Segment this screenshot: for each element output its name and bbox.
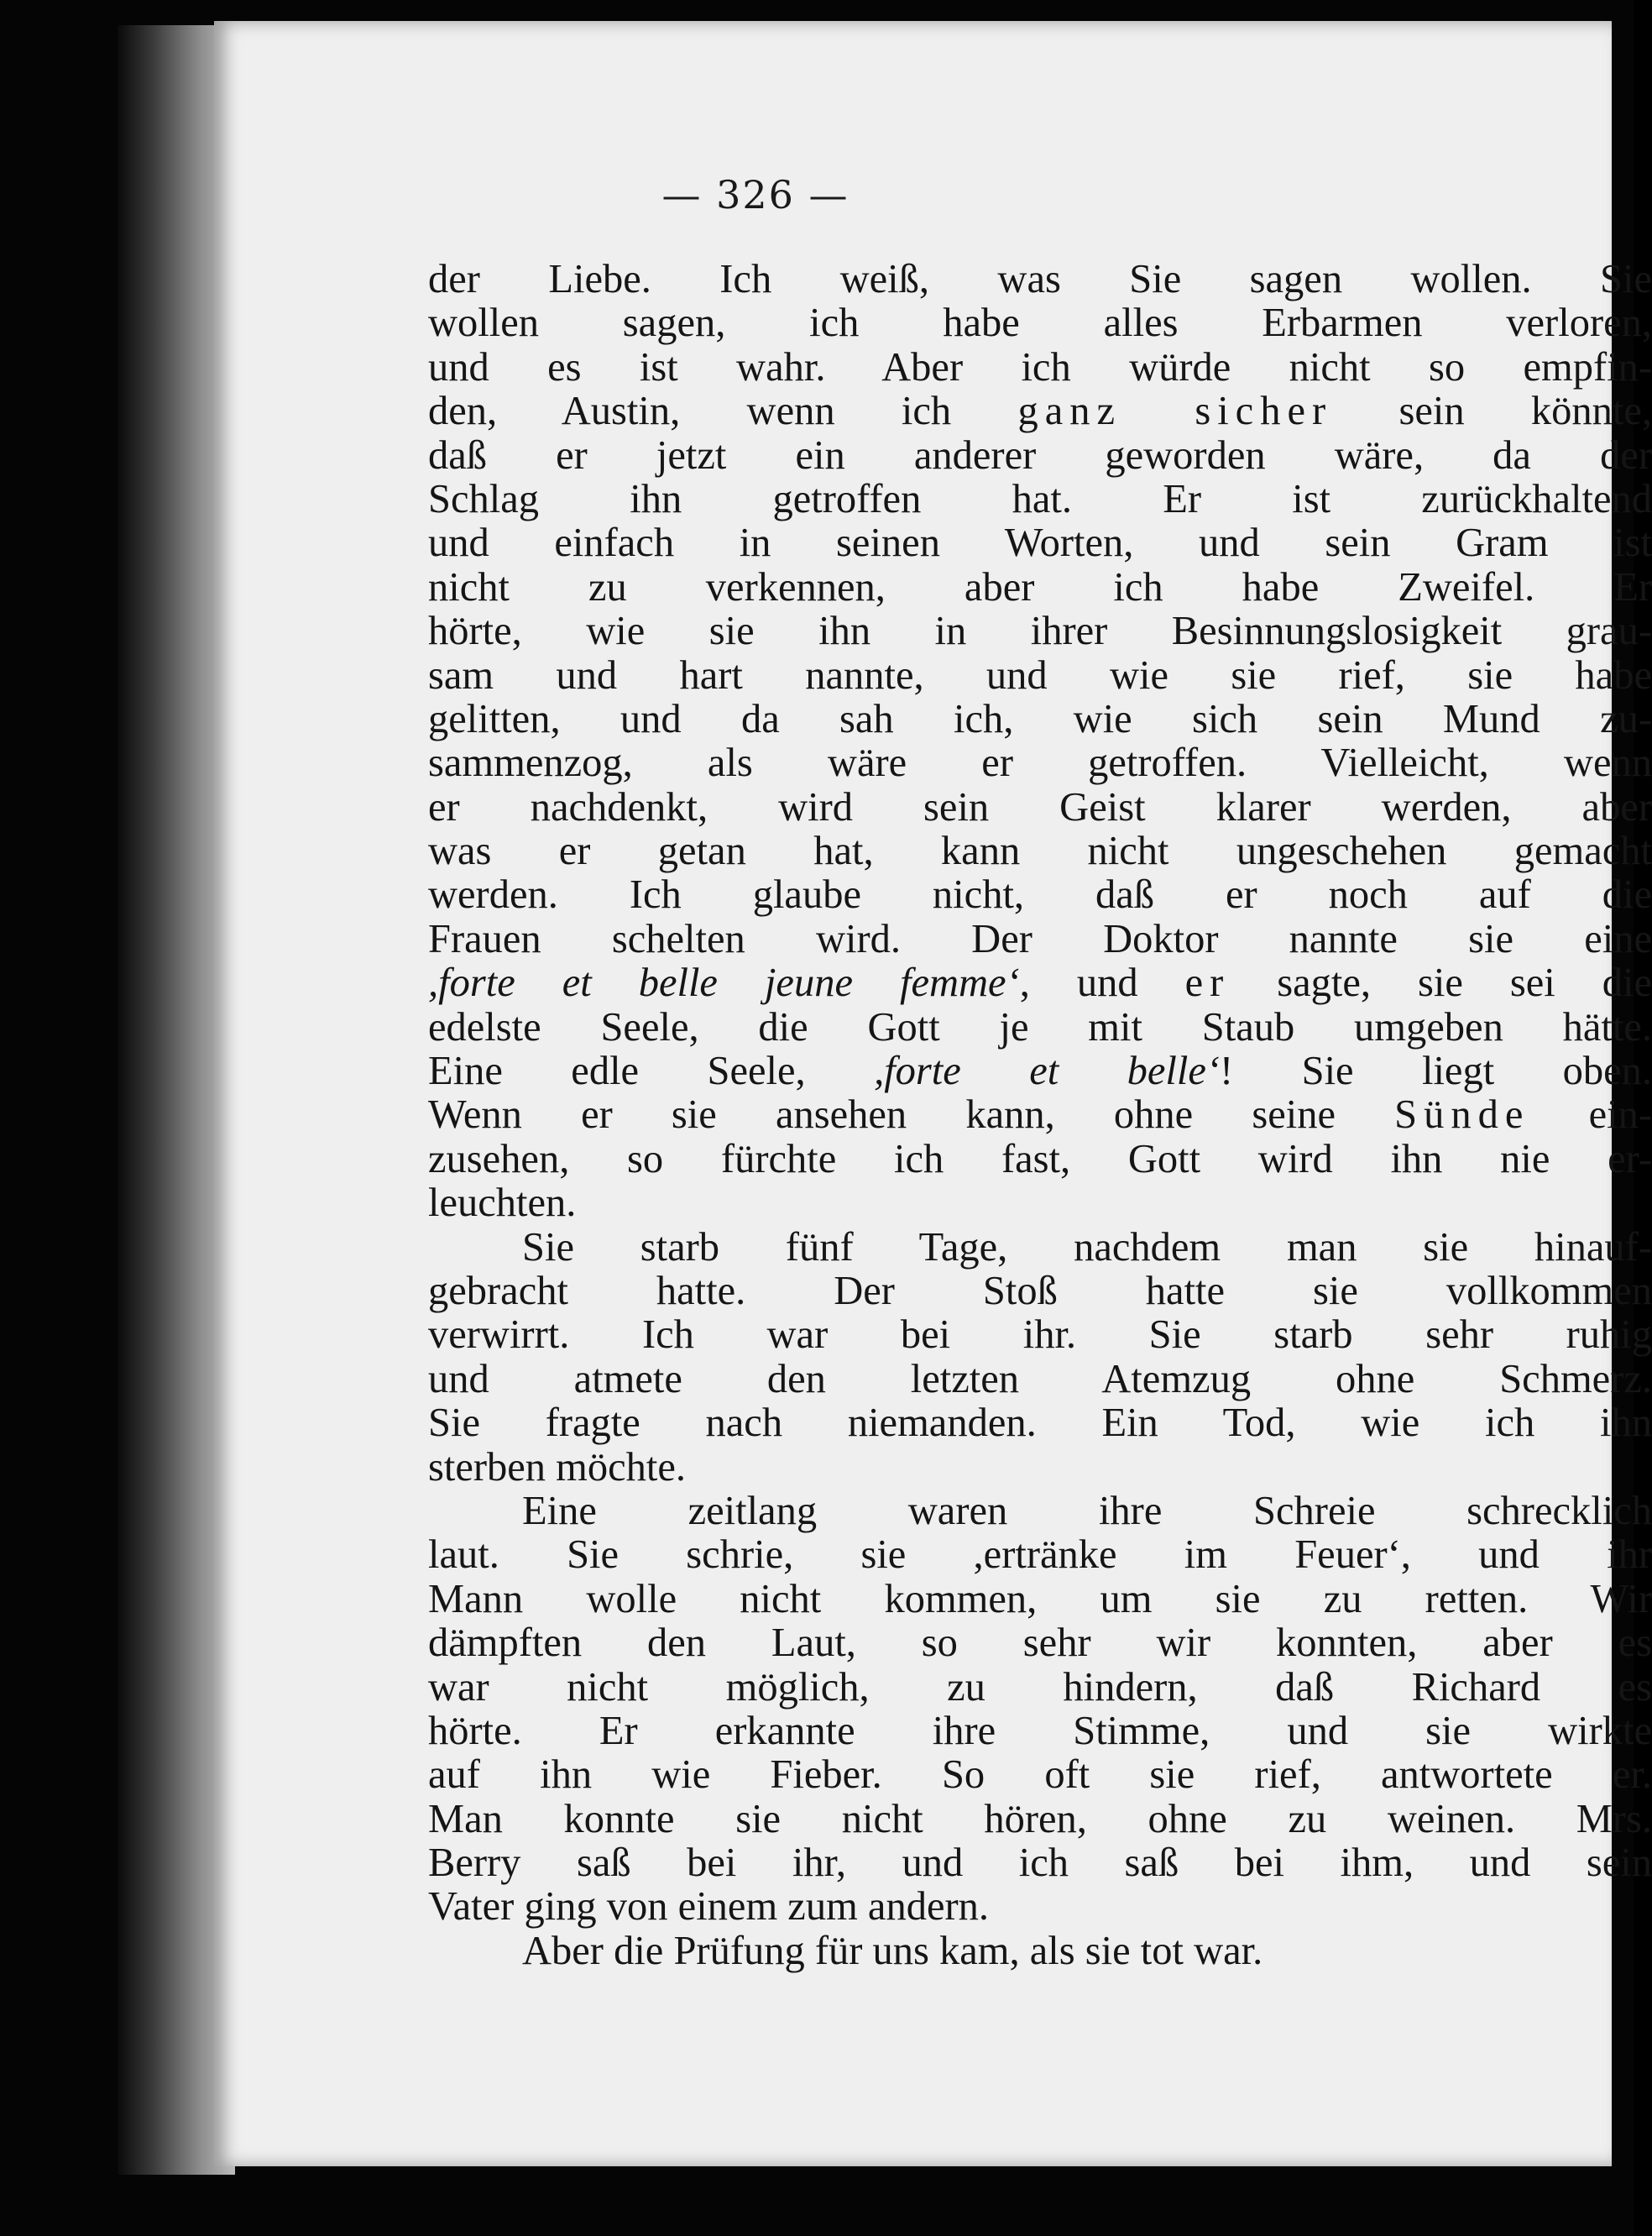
page-sheet xyxy=(214,21,1652,2166)
text-line: Frauen schelten wird. Der Doktor nannte sie eine xyxy=(428,916,1652,961)
italic-phrase: ,forte et belle‘ xyxy=(874,1049,1221,1094)
text-line: zusehen, so fürchte ich fast, Gott wird ihn nie er- xyxy=(428,1136,1652,1181)
text-line: hörte, wie sie ihn in ihrer Besinnungslosigkeit grau- xyxy=(428,609,1652,654)
spaced-emphasis: Sünde xyxy=(1394,1092,1530,1138)
text-line: Schlag ihn getroffen hat. Er ist zurückhaltend xyxy=(428,476,1652,521)
text-line: Man konnte sie nicht hören, ohne zu weinen. Mrs. xyxy=(428,1796,1652,1841)
italic-phrase: ,forte et belle jeune femme‘ xyxy=(428,961,1020,1006)
text-line: der Liebe. Ich weiß, was Sie sagen wollen. Sie xyxy=(428,257,1652,301)
text-line: Wenn er sie ansehen kann, ohne seine Sünde ein- xyxy=(428,1092,1652,1138)
text-line: Eine edle Seele, ,forte et belle‘! Sie liegt oben. xyxy=(428,1049,1652,1094)
text-line: sam und hart nannte, und wie sie rief, sie habe xyxy=(428,652,1652,698)
text-line: Vater ging von einem zum andern. xyxy=(428,1884,990,1930)
page-number: — 326 — xyxy=(661,172,850,217)
text-line: daß er jetzt ein anderer geworden wäre, da der xyxy=(428,432,1652,478)
text-line: nicht zu verkennen, aber ich habe Zweifel. Er xyxy=(428,564,1652,610)
text-line: gebracht hatte. Der Stoß hatte sie vollkommen xyxy=(428,1268,1652,1313)
spaced-emphasis: ganz sicher xyxy=(1017,389,1333,434)
text-line: war nicht möglich, zu hindern, daß Richard es xyxy=(428,1664,1652,1710)
spaced-emphasis: er xyxy=(1184,961,1231,1006)
text-line: edelste Seele, die Gott je mit Staub umgeben hätte. xyxy=(428,1004,1652,1050)
text-line: er nachdenkt, wird sein Geist klarer werden, aber xyxy=(428,784,1652,830)
text-line: und einfach in seinen Worten, und sein Gram ist xyxy=(428,521,1652,566)
text-line: werden. Ich glaube nicht, daß er noch auf die xyxy=(428,872,1652,918)
text-line: Aber die Prüfung für uns kam, als sie tot war. xyxy=(522,1928,1263,1973)
text-line: auf ihn wie Fieber. So oft sie rief, antwortete er. xyxy=(428,1752,1652,1798)
text-line: sammenzog, als wäre er getroffen. Vielleicht, wenn xyxy=(428,741,1652,786)
text-line: wollen sagen, ich habe alles Erbarmen verloren, xyxy=(428,301,1652,346)
text-line: und es ist wahr. Aber ich würde nicht so empfin- xyxy=(428,344,1652,390)
text-line: laut. Sie schrie, sie ,ertränke im Feuer‘, und ihr xyxy=(428,1532,1652,1578)
text-line: sterben möchte. xyxy=(428,1444,687,1490)
text-line: ,forte et belle jeune femme‘, und er sagte, sie sei die xyxy=(428,961,1652,1006)
text-line: Sie fragte nach niemanden. Ein Tod, wie ich ihn xyxy=(428,1401,1652,1446)
text-line: verwirrt. Ich war bei ihr. Sie starb sehr ruhig xyxy=(428,1312,1652,1358)
text-line: was er getan hat, kann nicht ungeschehen gemacht xyxy=(428,829,1652,874)
text-line: den, Austin, wenn ich ganz sicher sein könnte, xyxy=(428,389,1652,434)
text-line: Eine zeitlang waren ihre Schreie schrecklich xyxy=(522,1488,1652,1533)
text-line: dämpften den Laut, so sehr wir konnten, aber es xyxy=(428,1621,1652,1666)
text-line: gelitten, und da sah ich, wie sich sein Mund zu- xyxy=(428,696,1652,741)
body-text xyxy=(428,258,1652,1973)
text-line: Mann wolle nicht kommen, um sie zu retten. Wir xyxy=(428,1576,1652,1621)
text-line: und atmete den letzten Atemzug ohne Schmerz. xyxy=(428,1356,1652,1401)
text-line: hörte. Er erkannte ihre Stimme, und sie wirkte xyxy=(428,1708,1652,1753)
text-line: Berry saß bei ihr, und ich saß bei ihm, und sein xyxy=(428,1841,1652,1886)
text-line: leuchten. xyxy=(428,1181,577,1226)
text-line: Sie starb fünf Tage, nachdem man sie hinauf- xyxy=(522,1224,1652,1270)
